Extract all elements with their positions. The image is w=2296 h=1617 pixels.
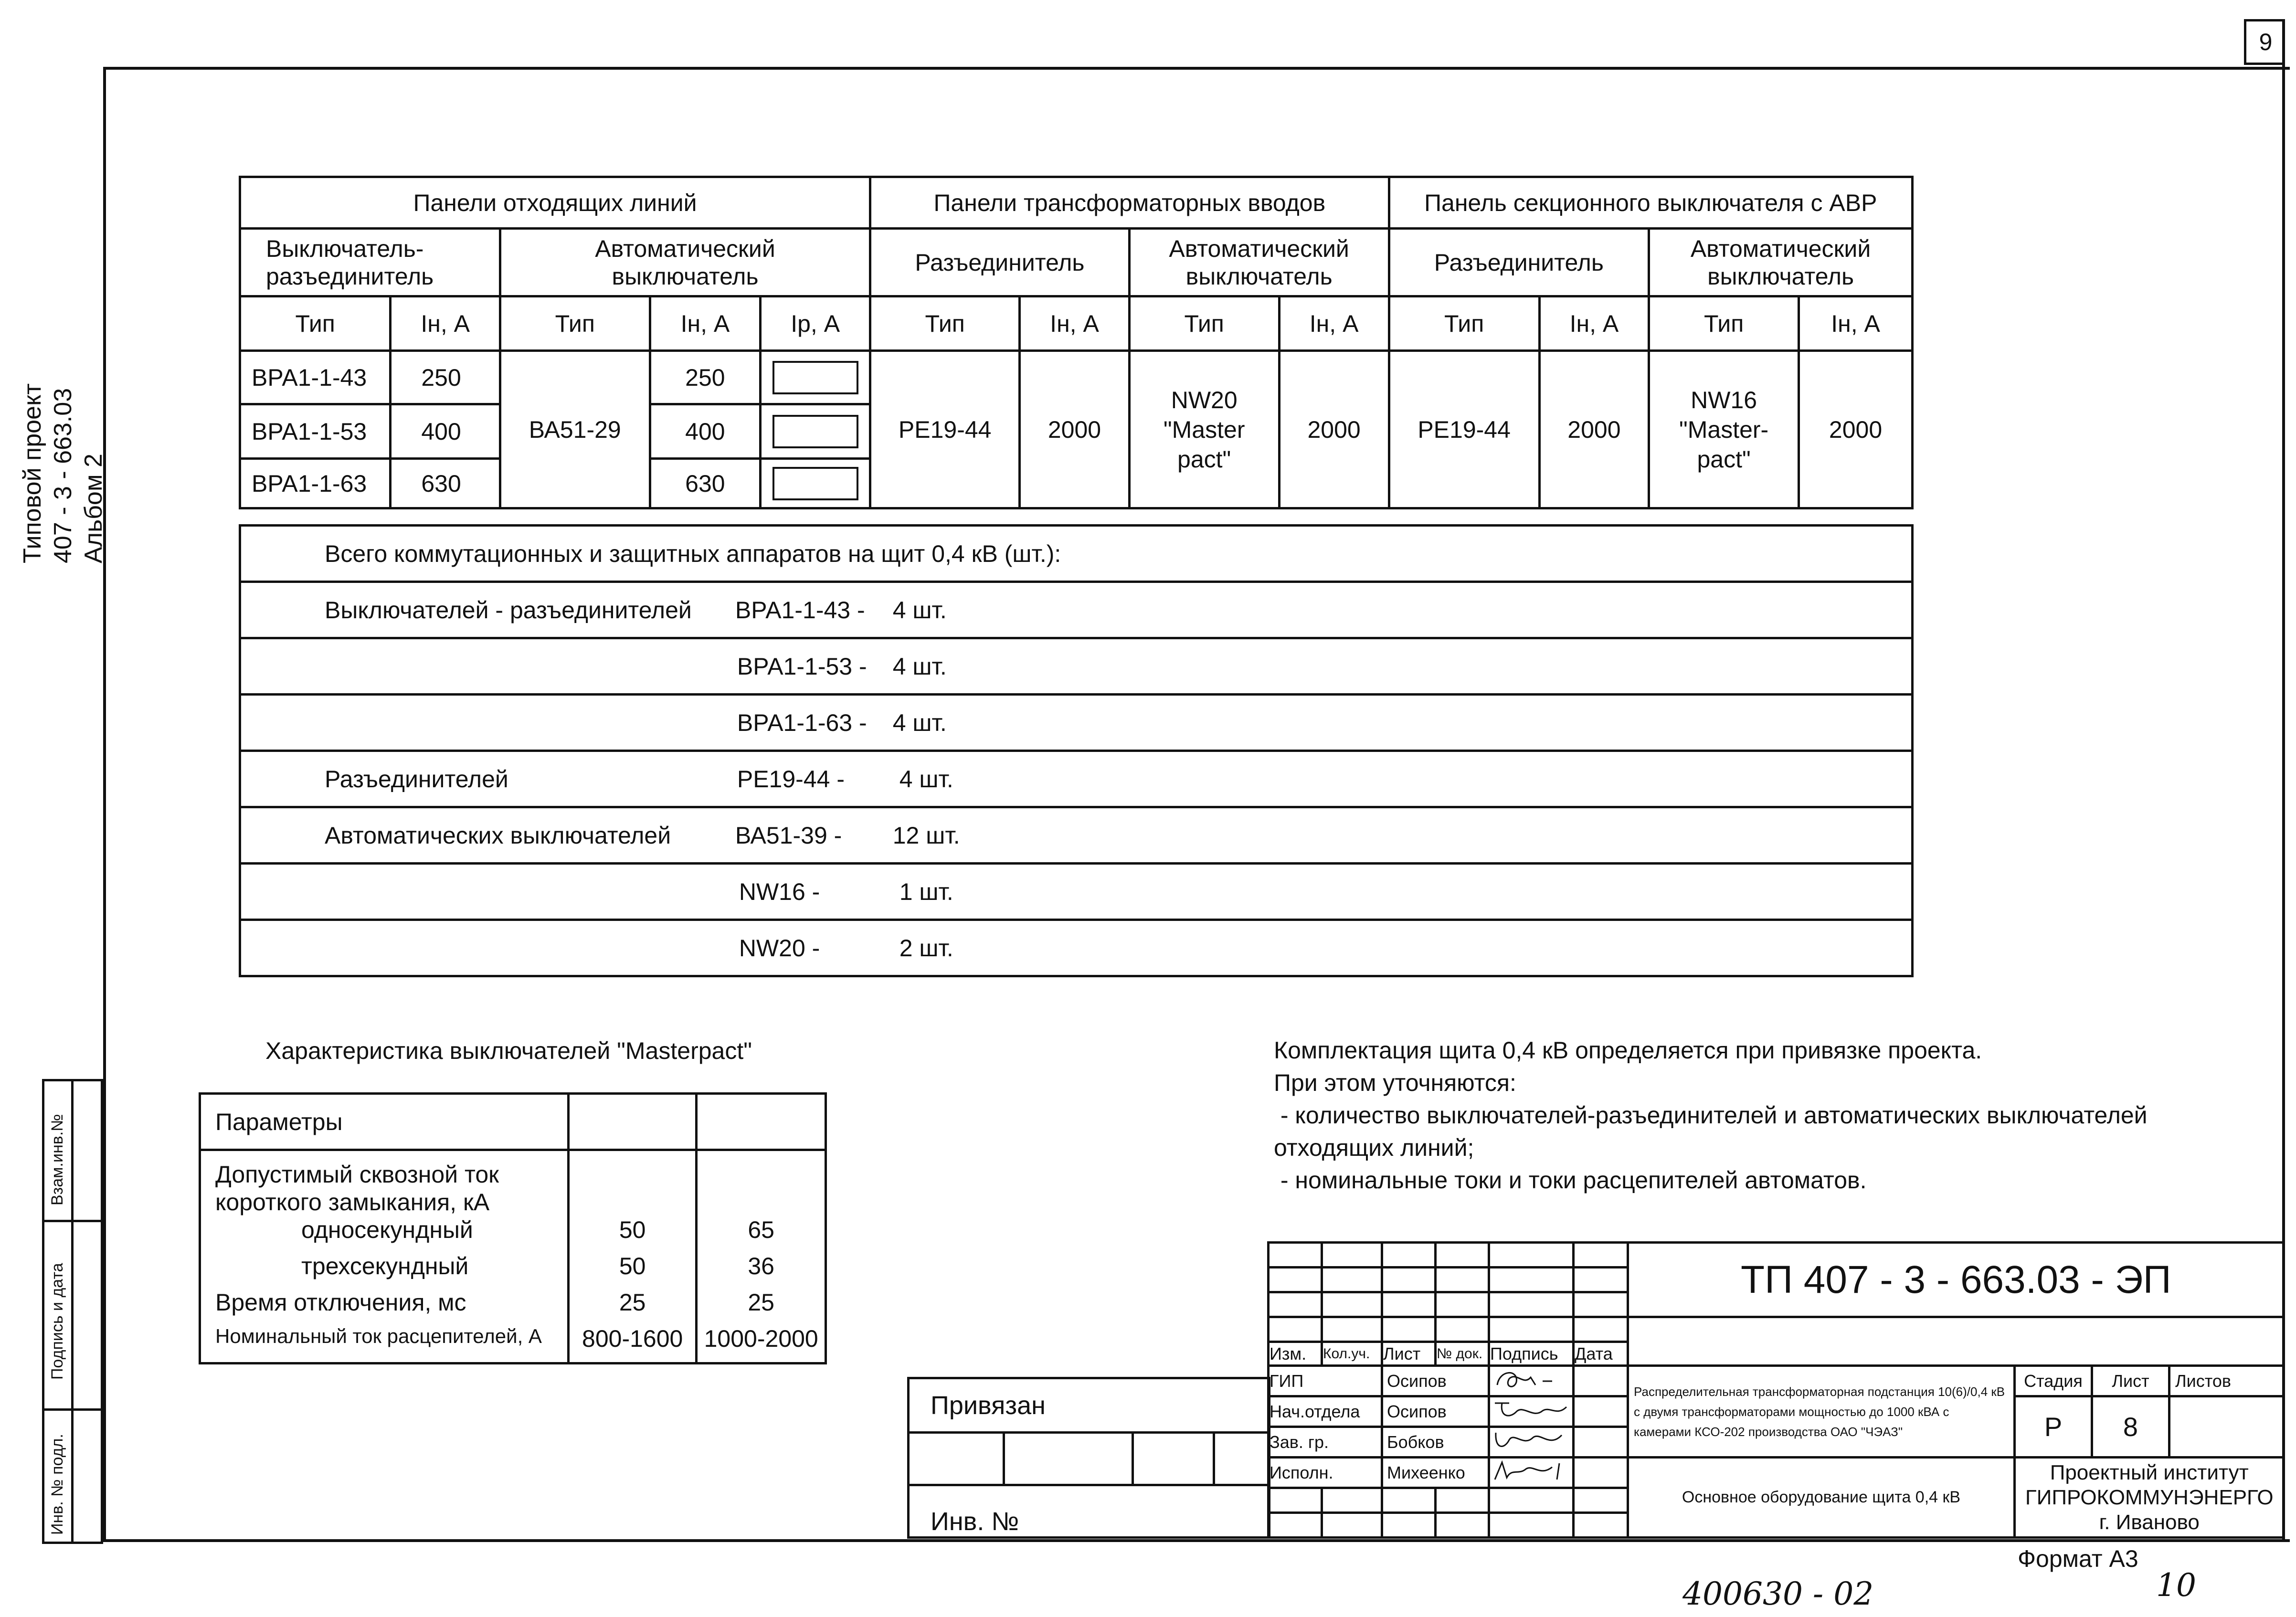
tr-disconnector-type: РЕ19-44	[870, 351, 1020, 508]
col-type: Тип	[1129, 296, 1279, 351]
hdr-izm: Изм.	[1269, 1342, 1322, 1366]
totals-item: РЕ19-44 -	[735, 751, 893, 807]
group-outgoing: Панели отходящих линий	[240, 177, 870, 229]
institute-block	[2015, 1458, 2283, 1538]
sheet-title: Основное оборудование щита 0,4 кВ	[1628, 1458, 2015, 1538]
totals-label	[325, 864, 735, 920]
three-sec-v1: 50	[568, 1252, 696, 1289]
rated-v1: 800-1600	[568, 1325, 696, 1363]
ir-cell	[761, 351, 870, 404]
privyazan-block	[907, 1377, 1270, 1539]
project-line1: Типовой проект	[19, 383, 46, 563]
row-in: 400	[391, 404, 500, 459]
name-zav: Бобков	[1382, 1427, 1489, 1458]
role-nach: Нач.отдела	[1269, 1396, 1382, 1427]
hdr-ndok: № док.	[1436, 1342, 1489, 1366]
totals-label	[325, 920, 735, 976]
ir-empty-box	[772, 361, 858, 394]
project-line2: 407 - 3 - 663.03	[49, 388, 77, 563]
totals-header: Всего коммутационных и защитных аппаратов на щит 0,4 кВ (шт.):	[325, 526, 1912, 582]
current-label: Допустимый сквозной ток короткого замыкания, кА	[200, 1150, 569, 1216]
col-type: Тип	[1649, 296, 1799, 351]
row-type: ВРА1-1-63	[240, 459, 391, 508]
title-block	[1267, 1241, 2283, 1539]
equipment-table	[239, 176, 1914, 509]
sec-disconnector-in: 2000	[1539, 351, 1649, 508]
totals-item: ВРА1-1-63 -	[735, 695, 893, 751]
col-type: Тип	[500, 296, 650, 351]
signature-gip	[1489, 1366, 1574, 1396]
row-in2: 250	[650, 351, 761, 404]
role-gip: ГИП	[1269, 1366, 1382, 1396]
hdr-podpis: Подпись	[1489, 1342, 1574, 1366]
notes	[1274, 1034, 2148, 1196]
group-transformer: Панели трансформаторных вводов	[870, 177, 1389, 229]
col-in: Iн, А	[1020, 296, 1129, 351]
time-v1: 25	[568, 1289, 696, 1325]
totals-item: NW20 -	[735, 920, 893, 976]
tr-auto-in: 2000	[1279, 351, 1389, 508]
name-gip: Осипов	[1382, 1366, 1489, 1396]
signature-zav	[1489, 1427, 1574, 1458]
substation-description: Распределительная трансформаторная подстанция 10(6)/0,4 кВ с двумя трансформаторами мощностью до 1000 кВА с камерами КСО-202 производства ОАО "ЧЭАЗ"	[1628, 1366, 2015, 1458]
side-inv-label: Инв. № подл.	[48, 1434, 66, 1535]
side-inv-box	[42, 1408, 103, 1544]
ir-empty-box	[772, 467, 858, 500]
side-podpis-label: Подпись и дата	[48, 1263, 66, 1380]
sub-auto-3: Автоматический выключатель	[1649, 229, 1913, 296]
group-section: Панель секционного выключателя с АВР	[1389, 177, 1912, 229]
format-label: Формат А3	[2018, 1545, 2138, 1572]
list-label: Лист	[2092, 1366, 2169, 1396]
role-ispoln: Исполн.	[1269, 1458, 1382, 1488]
totals-item: ВА51-39 -	[735, 807, 893, 864]
one-sec-v2: 65	[697, 1216, 826, 1252]
one-sec-label: односекундный	[200, 1216, 569, 1252]
row-in: 630	[391, 459, 500, 508]
totals-label: Разъединителей	[325, 751, 735, 807]
stage-label: Стадия	[2015, 1366, 2092, 1396]
handwritten-page: 10	[2156, 1567, 2196, 1604]
rated-v2: 1000-2000	[697, 1325, 826, 1363]
sub-disconnector-2: Разъединитель	[1389, 229, 1649, 296]
project-label	[14, 344, 105, 563]
col-in: Iн, А	[1799, 296, 1913, 351]
totals-item: ВРА1-1-43 -	[735, 582, 893, 638]
inv-no-label: Инв. №	[909, 1485, 1270, 1538]
sec-auto-in: 2000	[1799, 351, 1913, 508]
handwritten-code: 400630 - 02	[1682, 1575, 1874, 1612]
note-line: Комплектация щита 0,4 кВ определяется при привязке проекта.	[1274, 1037, 1982, 1064]
row-type: ВРА1-1-43	[240, 351, 391, 404]
name-nach: Осипов	[1382, 1396, 1489, 1427]
signature-ispoln	[1489, 1458, 1574, 1488]
masterpact-table	[199, 1092, 827, 1364]
col-type: Тип	[240, 296, 391, 351]
totals-qty: 4 шт.	[893, 582, 1913, 638]
totals-table	[239, 524, 1914, 977]
sub-disconnector-1: Разъединитель	[870, 229, 1130, 296]
col-in: Iн, А	[1279, 296, 1389, 351]
stage-value: Р	[2015, 1396, 2092, 1458]
ir-cell	[761, 404, 870, 459]
sheet-number: 9	[2244, 19, 2285, 65]
totals-item: NW16 -	[735, 864, 893, 920]
tr-disconnector-in: 2000	[1020, 351, 1129, 508]
institute-line: г. Иваново	[2099, 1510, 2200, 1534]
totals-label: Автоматических выключателей	[325, 807, 735, 864]
hdr-koluch: Кол.уч.	[1322, 1342, 1382, 1366]
totals-qty: 4 шт.	[893, 751, 1913, 807]
sub-auto-1: Автоматический выключатель	[500, 229, 870, 296]
side-vzam-label: Взам.инв.№	[48, 1114, 66, 1205]
rated-label: Номинальный ток расцепителей, А	[200, 1325, 569, 1363]
col-ir: Iр, А	[761, 296, 870, 351]
tr-auto-type: NW20 "Master pact"	[1129, 351, 1279, 508]
list-value: 8	[2092, 1396, 2169, 1458]
lists-label: Листов	[2169, 1366, 2283, 1396]
three-sec-v2: 36	[697, 1252, 826, 1289]
col-in: Iн, А	[650, 296, 761, 351]
row-in2: 630	[650, 459, 761, 508]
totals-qty: 4 шт.	[893, 638, 1913, 695]
totals-item: ВРА1-1-53 -	[735, 638, 893, 695]
side-vzam-box	[42, 1079, 103, 1222]
totals-label	[325, 638, 735, 695]
col-type: Тип	[1389, 296, 1539, 351]
row-type: ВРА1-1-53	[240, 404, 391, 459]
ir-empty-box	[772, 415, 858, 448]
params-header: Параметры	[200, 1094, 569, 1150]
totals-label	[325, 695, 735, 751]
time-v2: 25	[697, 1289, 826, 1325]
totals-qty: 1 шт.	[893, 864, 1913, 920]
col-in: Iн, А	[391, 296, 500, 351]
drawing-code: ТП 407 - 3 - 663.03 - ЭП	[1628, 1243, 2283, 1317]
institute-line: Проектный институт	[2050, 1460, 2249, 1484]
totals-qty: 4 шт.	[893, 695, 1913, 751]
row-in: 250	[391, 351, 500, 404]
sub-switch-disconnector: Выключатель- разъединитель	[240, 229, 500, 296]
role-zav: Зав. гр.	[1269, 1427, 1382, 1458]
totals-qty: 2 шт.	[893, 920, 1913, 976]
note-line: - номинальные токи и токи расцепителей автоматов.	[1274, 1167, 1867, 1194]
masterpact-title: Характеристика выключателей "Masterpact"	[265, 1037, 752, 1064]
name-ispoln: Михеенко	[1382, 1458, 1489, 1488]
hdr-list: Лист	[1382, 1342, 1436, 1366]
col-in: Iн, А	[1539, 296, 1649, 351]
signature-nach	[1489, 1396, 1574, 1427]
hdr-data: Дата	[1574, 1342, 1628, 1366]
three-sec-label: трехсекундный	[200, 1252, 569, 1289]
auto-type: ВА51-29	[500, 351, 650, 508]
project-line3: Альбом 2	[80, 454, 107, 563]
time-label: Время отключения, мс	[200, 1289, 569, 1325]
privyazan-label: Привязан	[909, 1378, 1270, 1433]
sub-auto-2: Автоматический выключатель	[1129, 229, 1389, 296]
one-sec-v1: 50	[568, 1216, 696, 1252]
totals-label: Выключателей - разъединителей	[325, 582, 735, 638]
note-line: - количество выключателей-разъединителей и автоматических выключателей	[1274, 1102, 2148, 1129]
note-line: При этом уточняются:	[1274, 1069, 1516, 1096]
sec-auto-type: NW16 "Master- pact"	[1649, 351, 1799, 508]
institute-line: ГИПРОКОММУНЭНЕРГО	[2025, 1485, 2274, 1509]
sec-disconnector-type: РЕ19-44	[1389, 351, 1539, 508]
col-type: Тип	[870, 296, 1020, 351]
note-line: отходящих линий;	[1274, 1134, 1474, 1161]
totals-qty: 12 шт.	[893, 807, 1913, 864]
side-podpis-box	[42, 1220, 103, 1411]
ir-cell	[761, 459, 870, 508]
row-in2: 400	[650, 404, 761, 459]
